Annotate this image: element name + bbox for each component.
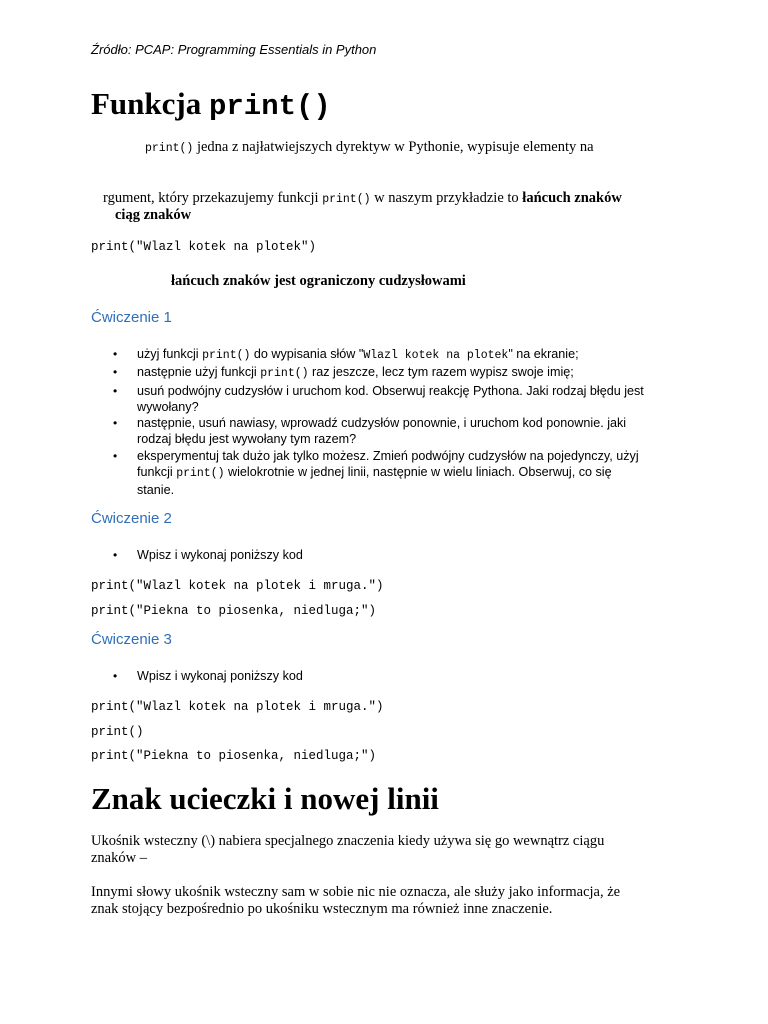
escape-paragraph-2-line1: Innymi słowy ukośnik wsteczny sam w sobie nic nie oznacza, ale służy jako informacja, że — [91, 884, 621, 900]
exercise3-code-2: print() — [91, 725, 144, 739]
exercise3-code-1: print("Wlazl kotek na plotek i mruga.") — [91, 700, 384, 714]
list-item — [113, 346, 673, 364]
list-item — [113, 415, 673, 448]
source-line: Źródło: PCAP: Programming Essentials in Python — [91, 42, 377, 57]
exercise2-code-2: print("Piekna to piosenka, niedluga;") — [91, 604, 377, 618]
item-text: do wypisania słów " — [250, 347, 364, 361]
argument-paragraph-line1 — [103, 190, 622, 208]
title-code: print() — [209, 90, 331, 123]
argument-bold-2: ciąg znaków — [115, 207, 192, 223]
example-code: print("Wlazl kotek na plotek") — [91, 240, 317, 254]
argument-text-2: w naszym przykładzie to — [370, 190, 523, 206]
exercise3-code-3: print("Piekna to piosenka, niedluga;") — [91, 749, 377, 763]
item-text: eksperymentuj tak dużo jak tylko możesz. Zmień podwójny cudzysłów na pojedynczy, użyj — [137, 448, 639, 463]
item-text: wielokrotnie w jednej linii, następnie w wielu liniach. Obserwuj, co się — [224, 465, 612, 480]
exercise3-list — [113, 668, 673, 684]
item-text: rodzaj błędu jest wywołany tym razem? — [137, 432, 357, 447]
item-code: Wlazl kotek na plotek — [363, 349, 509, 362]
argument-text-1: rgument, który przekazujemy funkcji — [103, 190, 323, 206]
exercise3-heading: Ćwiczenie 3 — [91, 631, 172, 648]
item-text: użyj funkcji — [137, 347, 203, 361]
escape-paragraph-1-line2: znaków – — [91, 850, 147, 866]
item-code: print() — [202, 349, 251, 362]
exercise2-list — [113, 547, 673, 563]
escape-paragraph-1-line1: Ukośnik wsteczny (\) nabiera specjalnego znaczenia kiedy używa się go wewnątrz ciągu — [91, 833, 605, 849]
section-title-print — [91, 86, 331, 123]
item-code: print() — [176, 467, 225, 481]
intro-paragraph — [145, 139, 594, 157]
escape-paragraph-2-line2: znak stojący bezpośrednio po ukośniku wstecznym ma również inne znaczenie. — [91, 901, 553, 917]
exercise1-heading: Ćwiczenie 1 — [91, 309, 172, 326]
list-item — [113, 383, 673, 416]
item-text: " na ekranie; — [508, 347, 579, 361]
item-text: następnie, usuń nawiasy, wprowadź cudzysłów ponownie, i uruchom kod ponownie. jaki — [137, 416, 627, 431]
item-text: stanie. — [137, 483, 175, 498]
argument-code: print() — [322, 193, 371, 206]
item-text: następnie użyj funkcji — [137, 365, 261, 380]
list-item: • Wpisz i wykonaj poniższy kod — [113, 668, 673, 684]
section-title-escape: Znak ucieczki i nowej linii — [91, 781, 439, 816]
item-text: usuń podwójny cudzysłów i uruchom kod. Obserwuj reakcję Pythona. Jaki rodzaj błędu jest — [137, 383, 644, 398]
intro-code: print() — [145, 142, 194, 155]
exercise1-list — [113, 346, 673, 499]
list-item: • Wpisz i wykonaj poniższy kod — [113, 547, 673, 563]
exercise2-heading: Ćwiczenie 2 — [91, 510, 172, 527]
item-text: wywołany? — [137, 399, 199, 414]
item-code: print() — [260, 367, 309, 381]
item-text: raz jeszcze, lecz tym razem wypisz swoje imię; — [308, 365, 574, 380]
title-text: Funkcja — [91, 86, 209, 121]
string-note: łańcuch znaków jest ograniczony cudzysłowami — [171, 273, 466, 289]
list-item — [113, 448, 673, 499]
list-item — [113, 364, 673, 382]
intro-text: jedna z najłatwiejszych dyrektyw w Pythonie, wypisuje elementy na — [193, 139, 594, 155]
argument-bold-1: łańcuch znaków — [522, 190, 622, 206]
item-text: funkcji — [137, 465, 177, 480]
exercise2-code-1: print("Wlazl kotek na plotek i mruga.") — [91, 579, 384, 593]
